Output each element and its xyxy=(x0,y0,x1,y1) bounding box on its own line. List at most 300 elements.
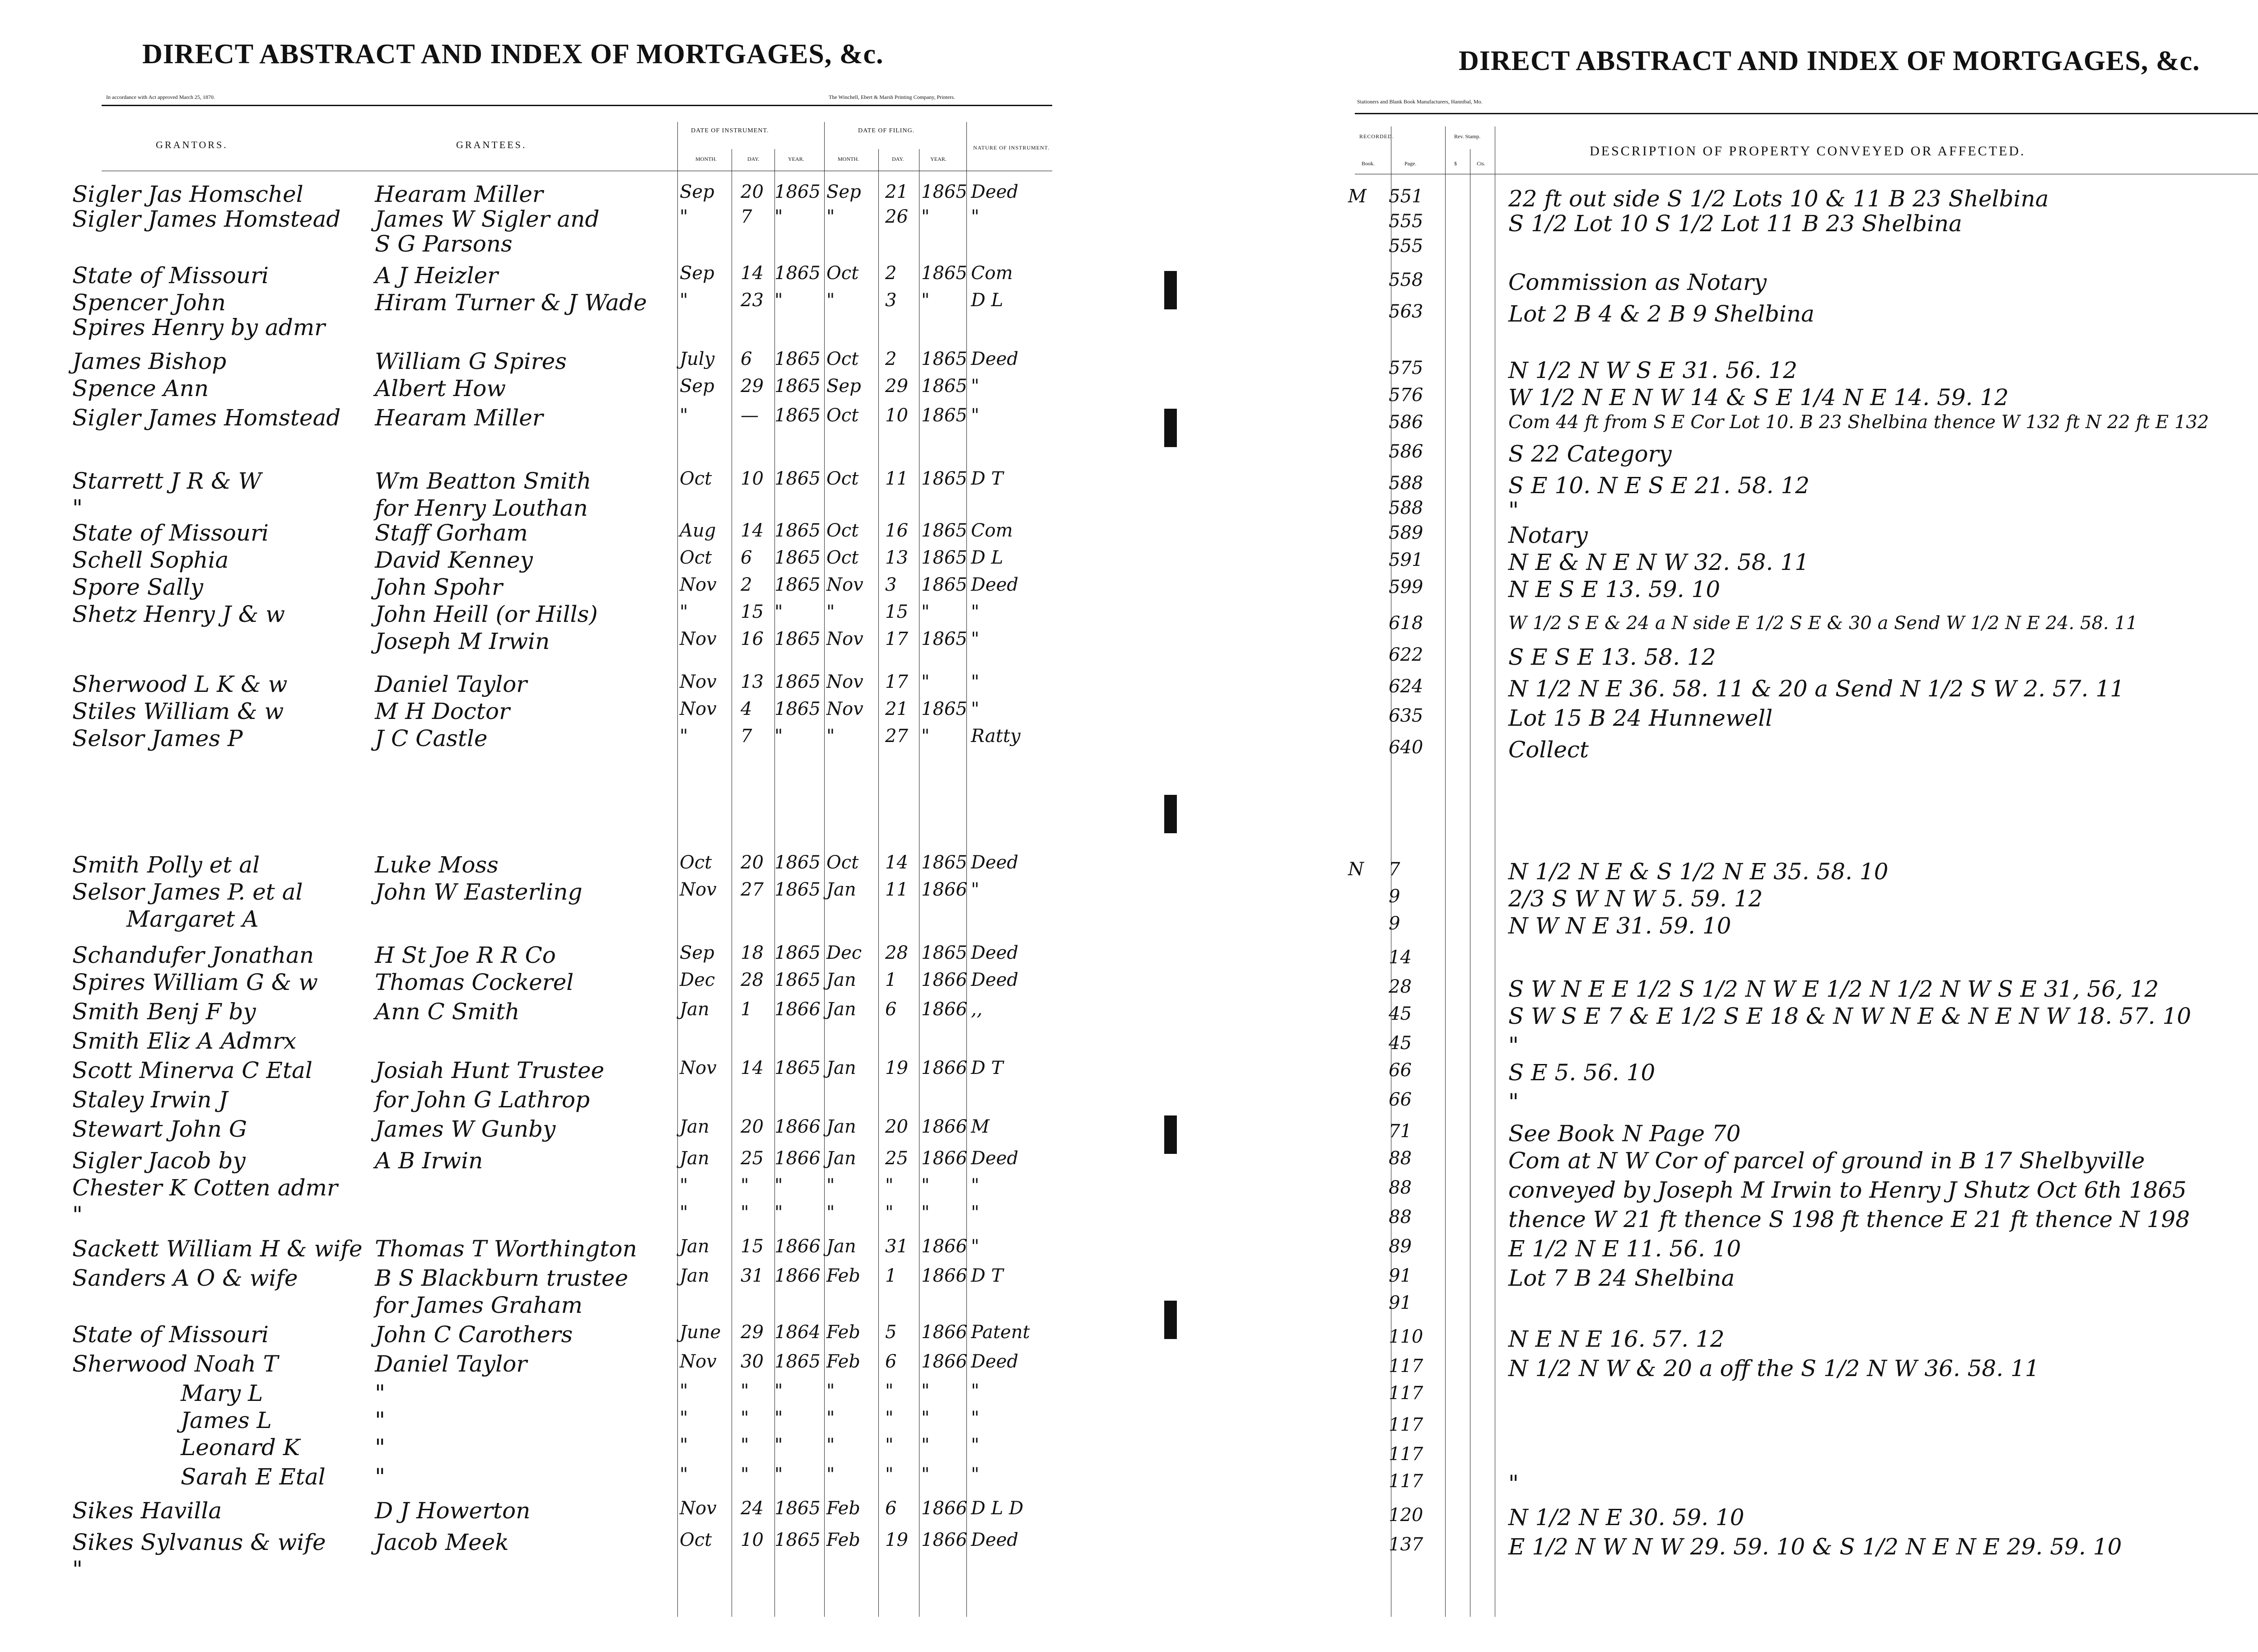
file-day-cell: " xyxy=(885,1435,894,1456)
description-cell: S 22 Category xyxy=(1508,441,1672,467)
grantor-cell: Starrett J R & W xyxy=(72,468,261,494)
inst-month-cell: Nov xyxy=(680,672,717,692)
file-day-cell: 17 xyxy=(885,629,908,649)
grantee-cell: Daniel Taylor xyxy=(375,671,527,697)
right-stationer-note: Stationers and Blank Book Manufacturers, Hannibal, Mo. xyxy=(1357,98,1483,105)
grantee-cell: John Heill (or Hills) xyxy=(375,601,598,627)
grantee-cell: for Henry Louthan xyxy=(375,495,588,521)
nature-cell: Com xyxy=(971,263,1013,284)
nature-cell: Deed xyxy=(971,1351,1019,1372)
inst-year-cell: 1865 xyxy=(774,405,821,426)
file-month-cell: Oct xyxy=(826,520,859,541)
grantee-cell: Josiah Hunt Trustee xyxy=(375,1057,605,1083)
inst-year-cell: 1865 xyxy=(774,852,821,873)
nature-cell: Com xyxy=(971,520,1013,541)
file-day-cell: 6 xyxy=(885,1498,897,1519)
page-cell: 624 xyxy=(1389,676,1423,697)
page-cell: 88 xyxy=(1389,1148,1412,1169)
nature-cell: D L xyxy=(971,547,1003,568)
nature-cell: " xyxy=(971,1408,980,1428)
inst-day-cell: 13 xyxy=(741,672,764,692)
grantee-cell: for James Graham xyxy=(375,1292,583,1318)
left-header-rule xyxy=(102,105,1052,106)
description-cell: W 1/2 N E N W 14 & S E 1/4 N E 14. 59. 12 xyxy=(1508,384,2009,411)
description-cell: Lot 2 B 4 & 2 B 9 Shelbina xyxy=(1508,301,1815,327)
file-year-cell: 1866 xyxy=(921,1530,967,1550)
grantor-cell: Stewart John G xyxy=(72,1116,247,1142)
description-cell: " xyxy=(1508,1089,1519,1115)
grantee-cell: A B Irwin xyxy=(375,1148,483,1174)
file-month-cell: " xyxy=(826,290,835,311)
file-month-cell: Jan xyxy=(826,970,856,990)
file-month-cell: Oct xyxy=(826,405,859,426)
inst-month-cell: Nov xyxy=(680,629,717,649)
grantee-cell: B S Blackburn trustee xyxy=(375,1265,628,1291)
inst-year-cell: 1865 xyxy=(774,1351,821,1372)
page-cell: 14 xyxy=(1389,947,1412,968)
inst-year-cell: 1866 xyxy=(774,1116,821,1137)
inst-year-cell: " xyxy=(774,602,783,622)
inst-month-cell: " xyxy=(680,726,688,747)
page-cell: 91 xyxy=(1389,1293,1412,1313)
inst-year-cell: " xyxy=(774,1464,783,1485)
inst-year-cell: 1865 xyxy=(774,672,821,692)
description-cell: S E 10. N E S E 21. 58. 12 xyxy=(1508,472,1810,499)
inst-year-cell: 1865 xyxy=(774,182,821,202)
file-day-cell: " xyxy=(885,1408,894,1428)
right-col-divider xyxy=(1445,126,1446,1617)
file-day-cell: 13 xyxy=(885,547,908,568)
inst-day-cell: 2 xyxy=(741,574,752,595)
grantee-cell: A J Heizler xyxy=(375,262,498,289)
inst-day-cell: 14 xyxy=(741,263,764,284)
file-month-cell: Feb xyxy=(826,1265,860,1286)
inst-year-cell: " xyxy=(774,1202,783,1223)
grantor-cell: Shetz Henry J & w xyxy=(72,601,285,627)
description-cell: S 1/2 Lot 10 S 1/2 Lot 11 B 23 Shelbina xyxy=(1508,210,1962,237)
dollars-header: $ xyxy=(1454,160,1457,167)
grantee-cell: Jacob Meek xyxy=(375,1529,509,1555)
inst-year-cell: 1866 xyxy=(774,999,821,1020)
right-page-title: DIRECT ABSTRACT AND INDEX OF MORTGAGES, &c. xyxy=(1459,46,2200,76)
nature-cell: Deed xyxy=(971,574,1019,595)
inst-year-cell: 1865 xyxy=(774,263,821,284)
file-month-cell: Jan xyxy=(826,999,856,1020)
file-day-cell: 2 xyxy=(885,349,897,369)
page-cell: 117 xyxy=(1389,1444,1423,1465)
page-cell: 91 xyxy=(1389,1265,1412,1286)
inst-year-cell: " xyxy=(774,1175,783,1196)
inst-year-cell: 1866 xyxy=(774,1236,821,1257)
inst-year-cell: 1865 xyxy=(774,1058,821,1078)
description-cell: N 1/2 N E 30. 59. 10 xyxy=(1508,1504,1745,1531)
inst-day-cell: 23 xyxy=(741,290,764,311)
file-year-cell: 1866 xyxy=(921,1236,967,1257)
file-month-cell: Oct xyxy=(826,852,859,873)
nature-cell: Deed xyxy=(971,970,1019,990)
page-cell: 555 xyxy=(1389,236,1423,257)
inst-day-cell: 20 xyxy=(741,852,764,873)
grantor-cell: Sigler James Homstead xyxy=(72,206,341,232)
inst-year-cell: 1865 xyxy=(774,943,821,963)
grantor-cell: Leonard K xyxy=(181,1434,300,1461)
file-day-cell: 26 xyxy=(885,206,908,227)
inst-day-cell: " xyxy=(741,1381,749,1401)
inst-year-cell: 1865 xyxy=(774,970,821,990)
inst-year-cell: 1865 xyxy=(774,349,821,369)
file-month-header: MONTH. xyxy=(838,156,859,162)
inst-year-cell: 1864 xyxy=(774,1322,821,1343)
file-year-cell: 1865 xyxy=(921,547,967,568)
file-month-cell: Nov xyxy=(826,672,863,692)
inst-month-cell: " xyxy=(680,290,688,311)
inst-month-cell: " xyxy=(680,206,688,227)
nature-cell: D L D xyxy=(971,1498,1024,1519)
grantor-cell: " xyxy=(72,1202,83,1228)
description-cell: " xyxy=(1508,1032,1519,1059)
nature-cell: " xyxy=(971,1435,980,1456)
description-cell: " xyxy=(1508,1470,1519,1497)
nature-cell: " xyxy=(971,602,980,622)
inst-day-cell: 16 xyxy=(741,629,764,649)
left-page-title: DIRECT ABSTRACT AND INDEX OF MORTGAGES, &c. xyxy=(142,39,884,70)
file-year-cell: " xyxy=(921,1202,930,1223)
page-cell: 591 xyxy=(1389,550,1423,570)
page-cell: 558 xyxy=(1389,270,1423,290)
file-day-cell: 17 xyxy=(885,672,908,692)
file-month-cell: Jan xyxy=(826,1236,856,1257)
page-cell: 88 xyxy=(1389,1207,1412,1227)
inst-month-cell: Nov xyxy=(680,574,717,595)
nature-cell: Deed xyxy=(971,349,1019,369)
description-cell: N 1/2 N E 36. 58. 11 & 20 a Send N 1/2 S W 2. 57. 11 xyxy=(1508,676,2125,702)
grantee-cell: Thomas T Worthington xyxy=(375,1236,637,1262)
page-cell: 137 xyxy=(1389,1534,1423,1555)
page-cell: 117 xyxy=(1389,1356,1423,1377)
inst-day-cell: " xyxy=(741,1202,749,1223)
file-month-cell: Sep xyxy=(826,182,861,202)
file-year-cell: 1865 xyxy=(921,405,967,426)
nature-cell: Patent xyxy=(971,1322,1030,1343)
inst-year-cell: 1865 xyxy=(774,376,821,397)
inst-day-cell: 29 xyxy=(741,376,764,397)
grantor-cell: Chester K Cotten admr xyxy=(72,1175,338,1201)
page-cell: 66 xyxy=(1389,1060,1412,1081)
file-year-cell: " xyxy=(921,602,930,622)
file-day-cell: 1 xyxy=(885,1265,897,1286)
inst-year-cell: " xyxy=(774,1408,783,1428)
right-header-rule xyxy=(1355,113,2258,114)
page-cell: 9 xyxy=(1389,913,1400,934)
page-cell: 589 xyxy=(1389,523,1423,543)
nature-cell: " xyxy=(971,1381,980,1401)
inst-day-cell: " xyxy=(741,1408,749,1428)
grantor-cell: State of Missouri xyxy=(72,520,269,546)
grantee-cell: Joseph M Irwin xyxy=(375,628,550,654)
grantor-cell: Sarah E Etal xyxy=(181,1464,326,1490)
grantee-cell: Hearam Miller xyxy=(375,181,543,207)
description-cell: 22 ft out side S 1/2 Lots 10 & 11 B 23 Shelbina xyxy=(1508,186,2049,212)
description-cell: W 1/2 S E & 24 a N side E 1/2 S E & 30 a Send W 1/2 N E 24. 58. 11 xyxy=(1508,613,2138,634)
file-day-cell: 20 xyxy=(885,1116,908,1137)
nature-cell: Deed xyxy=(971,943,1019,963)
file-year-cell: " xyxy=(921,1435,930,1456)
inst-day-cell: 18 xyxy=(741,943,764,963)
nature-cell: Deed xyxy=(971,1148,1019,1169)
file-day-cell: 10 xyxy=(885,405,908,426)
grantee-cell: James W Gunby xyxy=(375,1116,556,1142)
left-ledger-page xyxy=(0,0,1097,1652)
file-year-cell: " xyxy=(921,1381,930,1401)
page-cell: 89 xyxy=(1389,1236,1412,1257)
inst-year-cell: 1866 xyxy=(774,1148,821,1169)
file-day-cell: 16 xyxy=(885,520,908,541)
file-day-cell: 28 xyxy=(885,943,908,963)
grantor-cell: Smith Benj F by xyxy=(72,999,256,1025)
file-month-cell: " xyxy=(826,602,835,622)
inst-month-cell: July xyxy=(680,349,715,369)
page-cell: 551 xyxy=(1389,186,1423,207)
page-cell: 28 xyxy=(1389,976,1412,997)
file-day-cell: " xyxy=(885,1175,894,1196)
inst-day-cell: 4 xyxy=(741,699,752,719)
grantor-cell: State of Missouri xyxy=(72,262,269,289)
grantor-cell: Sherwood Noah T xyxy=(72,1351,278,1377)
file-month-cell: " xyxy=(826,1175,835,1196)
right-ledger-page xyxy=(1219,0,2258,1652)
grantor-cell: James L xyxy=(181,1407,272,1433)
description-cell: Collect xyxy=(1508,737,1589,763)
file-month-cell: Sep xyxy=(826,376,861,397)
description-cell: 2/3 S W N W 5. 59. 12 xyxy=(1508,886,1763,912)
grantor-cell: Smith Polly et al xyxy=(72,852,260,878)
grantor-cell: James Bishop xyxy=(72,348,227,374)
nature-cell: Deed xyxy=(971,182,1019,202)
file-year-cell: 1866 xyxy=(921,1322,967,1343)
nature-cell: " xyxy=(971,206,980,227)
file-month-cell: Nov xyxy=(826,699,863,719)
nature-cell: D T xyxy=(971,1058,1003,1078)
inst-month-cell: " xyxy=(680,602,688,622)
inst-month-cell: " xyxy=(680,1202,688,1223)
grantor-cell: Spore Sally xyxy=(72,574,204,600)
page-cell: 71 xyxy=(1389,1121,1412,1142)
grantee-cell: Staff Gorham xyxy=(375,520,528,546)
inst-year-cell: 1865 xyxy=(774,879,821,900)
inst-day-cell: 6 xyxy=(741,349,752,369)
inst-year-cell: 1866 xyxy=(774,1265,821,1286)
file-year-cell: " xyxy=(921,1175,930,1196)
grantor-cell: Stiles William & w xyxy=(72,698,284,724)
inst-day-cell: 10 xyxy=(741,1530,764,1550)
description-cell: S E 5. 56. 10 xyxy=(1508,1059,1656,1086)
inst-month-cell: Sep xyxy=(680,263,714,284)
inst-day-cell: 14 xyxy=(741,1058,764,1078)
file-year-cell: 1866 xyxy=(921,970,967,990)
grantee-cell: John W Easterling xyxy=(375,879,583,905)
description-cell: Lot 7 B 24 Shelbina xyxy=(1508,1265,1735,1291)
file-day-cell: 15 xyxy=(885,602,908,622)
inst-year-cell: " xyxy=(774,206,783,227)
file-month-cell: Jan xyxy=(826,1148,856,1169)
file-month-cell: " xyxy=(826,1408,835,1428)
left-printer-note: The Winchell, Ebert & Marsh Printing Company, Printers. xyxy=(829,94,955,100)
cents-header: Cts. xyxy=(1477,160,1486,167)
inst-month-cell: " xyxy=(680,1435,688,1456)
grantor-cell: Smith Eliz A Admrx xyxy=(72,1028,297,1054)
inst-day-header: DAY. xyxy=(747,156,760,162)
inst-day-cell: 20 xyxy=(741,1116,764,1137)
grantor-cell: Spence Ann xyxy=(72,375,209,401)
grantee-cell: " xyxy=(375,1464,385,1490)
inst-month-cell: Dec xyxy=(680,970,715,990)
grantee-cell: " xyxy=(375,1407,385,1433)
page-cell: 7 xyxy=(1389,859,1400,880)
book-cell: N xyxy=(1348,859,1364,880)
nature-cell: " xyxy=(971,376,980,397)
inst-year-cell: 1865 xyxy=(774,1498,821,1519)
inst-month-cell: Oct xyxy=(680,852,712,873)
description-cell: N E S E 13. 59. 10 xyxy=(1508,576,1721,602)
file-year-cell: 1865 xyxy=(921,520,967,541)
inst-month-cell: Nov xyxy=(680,879,717,900)
file-year-cell: 1865 xyxy=(921,182,967,202)
inst-month-cell: Jan xyxy=(680,1116,709,1137)
description-cell: E 1/2 N W N W 29. 59. 10 & S 1/2 N E N E 29. 59. 10 xyxy=(1508,1534,2122,1560)
file-year-cell: 1865 xyxy=(921,376,967,397)
inst-day-cell: 15 xyxy=(741,602,764,622)
grantee-cell: Albert How xyxy=(375,375,506,401)
file-day-cell: 11 xyxy=(885,879,908,900)
file-year-cell: 1865 xyxy=(921,574,967,595)
grantor-cell: Sikes Havilla xyxy=(72,1498,222,1524)
grantor-cell: " xyxy=(72,1556,83,1582)
grantor-cell: Scott Minerva C Etal xyxy=(72,1057,313,1083)
file-year-cell: 1866 xyxy=(921,1265,967,1286)
file-day-cell: 19 xyxy=(885,1530,908,1550)
file-month-cell: Nov xyxy=(826,574,863,595)
file-year-cell: 1865 xyxy=(921,943,967,963)
grantee-cell: Hearam Miller xyxy=(375,405,543,431)
file-year-cell: 1866 xyxy=(921,1148,967,1169)
grantee-cell: " xyxy=(375,1380,385,1406)
file-day-cell: 2 xyxy=(885,263,897,284)
description-cell: N E N E 16. 57. 12 xyxy=(1508,1326,1725,1352)
nature-cell: Deed xyxy=(971,852,1019,873)
nature-cell: " xyxy=(971,699,980,719)
inst-year-header: YEAR. xyxy=(788,156,804,162)
date-of-instrument-header: DATE OF INSTRUMENT. xyxy=(691,127,769,134)
file-day-cell: " xyxy=(885,1464,894,1485)
binding-mark xyxy=(1164,1115,1177,1154)
grantor-cell: Sigler James Homstead xyxy=(72,405,341,431)
left-act-note: In accordance with Act approved March 25, 1870. xyxy=(106,94,215,100)
grantor-cell: State of Missouri xyxy=(72,1321,269,1348)
nature-cell: " xyxy=(971,1202,980,1223)
inst-day-cell: 6 xyxy=(741,547,752,568)
inst-month-cell: Oct xyxy=(680,547,712,568)
file-month-cell: Oct xyxy=(826,468,859,489)
grantor-cell: Sackett William H & wife xyxy=(72,1236,363,1262)
grantor-cell: Selsor James P xyxy=(72,725,243,751)
description-cell: E 1/2 N E 11. 56. 10 xyxy=(1508,1236,1741,1262)
file-year-cell: 1866 xyxy=(921,879,967,900)
inst-year-cell: 1865 xyxy=(774,699,821,719)
description-cell: N E & N E N W 32. 58. 11 xyxy=(1508,549,1809,575)
description-cell: " xyxy=(1508,497,1519,523)
inst-day-cell: 31 xyxy=(741,1265,764,1286)
file-year-cell: 1866 xyxy=(921,1351,967,1372)
file-year-cell: 1865 xyxy=(921,468,967,489)
inst-day-cell: 27 xyxy=(741,879,764,900)
page-cell: 117 xyxy=(1389,1414,1423,1435)
left-col-divider xyxy=(878,149,879,1617)
recorded-header: RECORDED. xyxy=(1359,133,1394,140)
file-month-cell: " xyxy=(826,1464,835,1485)
description-cell: Com at N W Cor of parcel of ground in B 17 Shelbyville xyxy=(1508,1148,2145,1174)
file-month-cell: Nov xyxy=(826,629,863,649)
grantor-cell: Mary L xyxy=(181,1380,263,1406)
grantee-cell: Luke Moss xyxy=(375,852,499,878)
description-cell: S E S E 13. 58. 12 xyxy=(1508,644,1716,670)
file-month-cell: Oct xyxy=(826,263,859,284)
file-day-cell: 19 xyxy=(885,1058,908,1078)
page-cell: 576 xyxy=(1389,385,1423,406)
inst-day-cell: 7 xyxy=(741,726,752,747)
file-day-cell: 3 xyxy=(885,574,897,595)
file-day-cell: 31 xyxy=(885,1236,908,1257)
inst-year-cell: 1865 xyxy=(774,1530,821,1550)
file-year-cell: " xyxy=(921,290,930,311)
file-month-cell: Dec xyxy=(826,943,862,963)
description-cell: conveyed by Joseph M Irwin to Henry J Shutz Oct 6th 1865 xyxy=(1508,1177,2187,1203)
file-day-cell: " xyxy=(885,1381,894,1401)
inst-day-cell: " xyxy=(741,1175,749,1196)
binding-mark xyxy=(1164,795,1177,833)
inst-month-cell: Nov xyxy=(680,1058,717,1078)
file-day-cell: 25 xyxy=(885,1148,908,1169)
inst-year-cell: 1865 xyxy=(774,547,821,568)
page-cell: 88 xyxy=(1389,1177,1412,1198)
nature-cell: Deed xyxy=(971,1530,1019,1550)
binding-mark xyxy=(1164,409,1177,447)
inst-day-cell: — xyxy=(741,405,759,426)
file-month-cell: Feb xyxy=(826,1530,860,1550)
inst-year-cell: " xyxy=(774,1435,783,1456)
nature-cell: " xyxy=(971,1236,980,1257)
binding-mark xyxy=(1164,1301,1177,1339)
left-col-divider xyxy=(677,122,678,1617)
page-cell: 622 xyxy=(1389,644,1423,665)
inst-month-cell: Oct xyxy=(680,468,712,489)
page-cell: 635 xyxy=(1389,705,1423,726)
file-month-cell: Feb xyxy=(826,1498,860,1519)
grantee-cell: Thomas Cockerel xyxy=(375,969,574,995)
inst-day-cell: 1 xyxy=(741,999,752,1020)
file-year-header: YEAR. xyxy=(930,156,947,162)
file-year-cell: 1865 xyxy=(921,699,967,719)
file-year-cell: 1865 xyxy=(921,852,967,873)
left-col-divider xyxy=(824,122,825,1617)
file-day-cell: 1 xyxy=(885,970,897,990)
inst-year-cell: " xyxy=(774,726,783,747)
grantee-cell: John C Carothers xyxy=(375,1321,573,1348)
grantee-cell: " xyxy=(375,1434,385,1461)
file-day-cell: 14 xyxy=(885,852,908,873)
inst-year-cell: 1865 xyxy=(774,520,821,541)
grantor-cell: Sanders A O & wife xyxy=(72,1265,298,1291)
file-day-cell: 6 xyxy=(885,999,897,1020)
